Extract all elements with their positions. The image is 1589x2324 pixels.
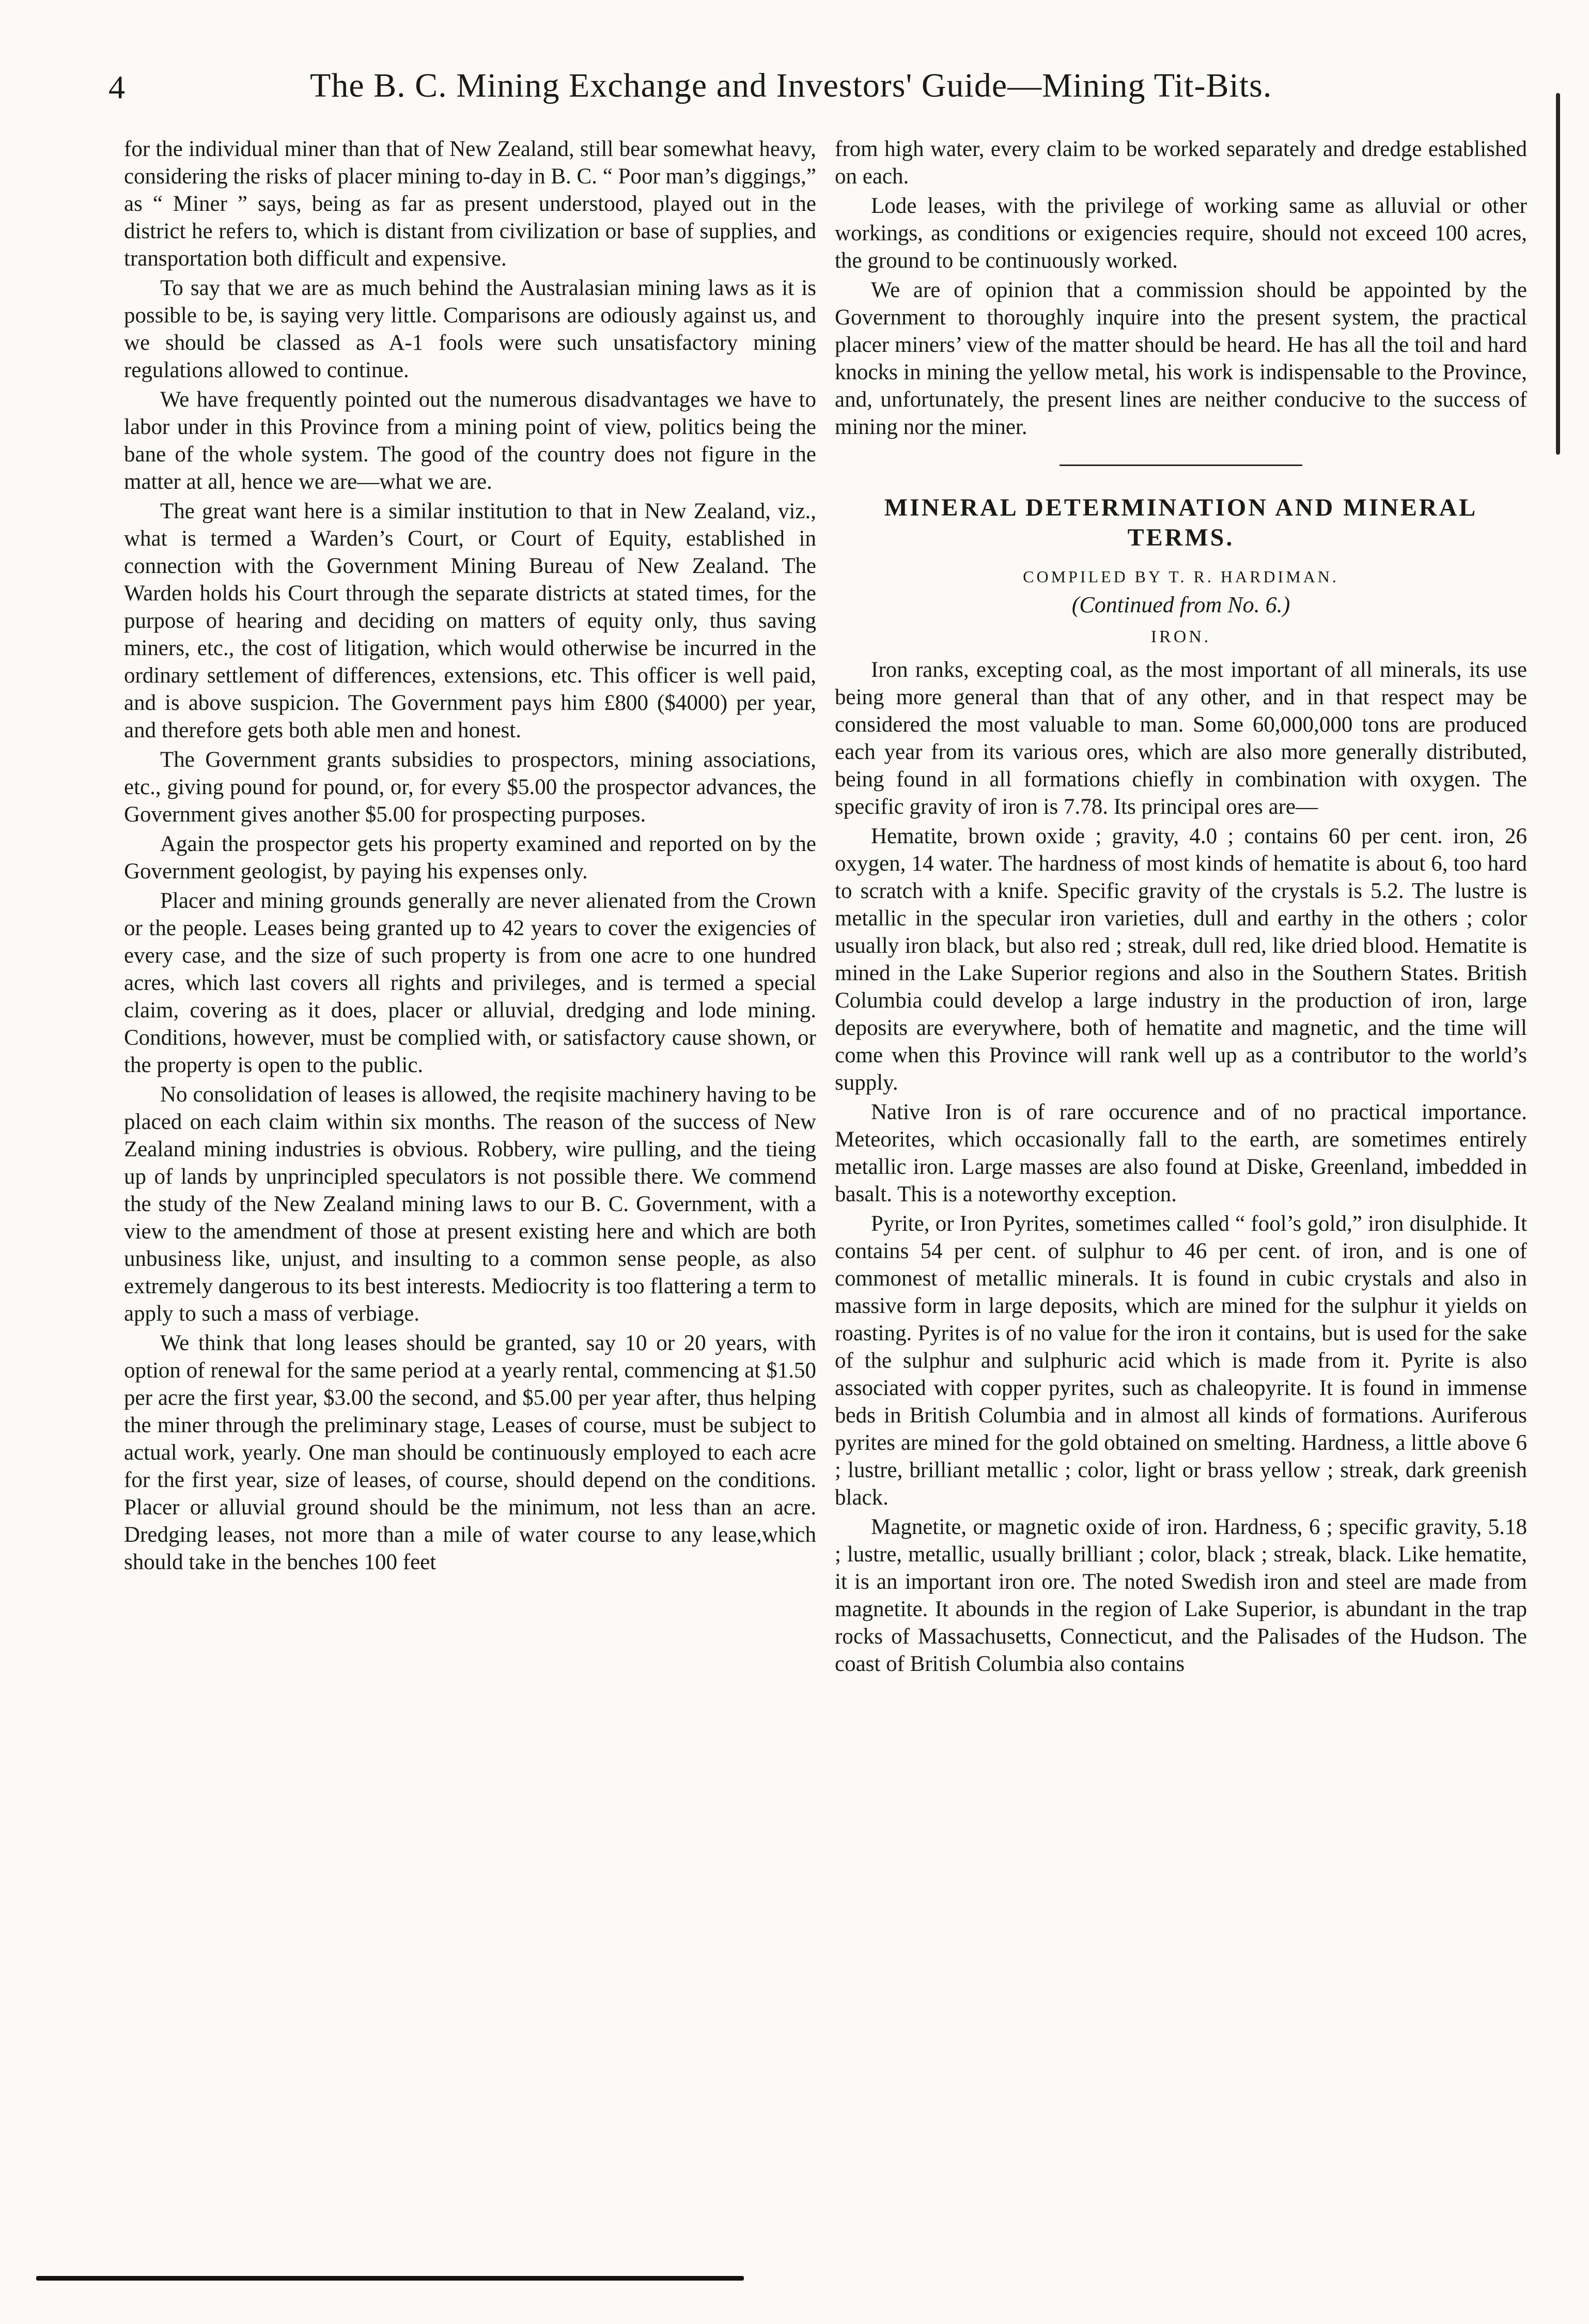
left-paragraph-2: To say that we are as much behind the Australasian mining laws as it is possible to be, is saying very little. Comparisons are odiously against us, and we should be classed as A-1 fools were such unsatisfactory mining regulations allowed to continue. xyxy=(124,276,816,382)
article-paragraph-4: Pyrite, or Iron Pyrites, sometimes called “ fool’s gold,” iron disulphide. It contains 54 per cent. of sulphur to 46 per cent. of iron, and is one of commonest of metallic minerals. It is found in cubic crystals and also in massive form in large deposits, which are mined for the sulphur it yields on roasting. Pyrites is of no value for the iron it contains, but is used for the sake of the sulphur and sulphuric acid which is made from it. Pyrite is also associated with copper pyrites, such as chaleopyrite. It is found in immense beds in British Columbia and in almost all kinds of formations. Auriferous pyrites are mined for the gold obtained on smelting. Hardness, a little above 6 ; lustre, brilliant metallic ; color, light or brass yellow ; streak, dark greenish black. xyxy=(835,1212,1527,1510)
iron-subheading: IRON. xyxy=(1150,627,1211,646)
right-paragraph-2: Lode leases, with the privilege of working same as alluvial or other workings, as conditions or exigencies require, should not exceed 100 acres, the ground to be continuously worked. xyxy=(835,194,1527,273)
continued-note: (Continued from No. 6.) xyxy=(1071,592,1290,617)
article-paragraph-5: Magnetite, or magnetic oxide of iron. Hardness, 6 ; specific gravity, 5.18 ; lustre, metallic, usually brilliant ; color, black ; streak, black. Like hematite, it is an important iron ore. The noted Swedish iron and steel are made from magnetite. It abounds in the region of Lake Superior, is abundant in the trap rocks of Massachusetts, Connecticut, and the Palisades of the Hudson. The coast of British Columbia also contains xyxy=(835,1515,1527,1676)
bottom-rule xyxy=(36,2276,744,2281)
page-edge-shadow xyxy=(1556,93,1560,455)
right-column xyxy=(835,135,1527,1680)
right-paragraph-1: from high water, every claim to be worked separately and dredge established on each. xyxy=(835,137,1527,189)
left-paragraph-5: The Government grants subsidies to prospectors, mining associations, etc., giving pound for pound, or, for every $5.00 the prospector advances, the Government gives another $5.00 for prospecting purposes. xyxy=(124,748,816,827)
left-paragraph-3: We have frequently pointed out the numerous disadvantages we have to labor under in this Province from a mining point of view, politics being the bane of the whole system. The good of the country does not figure in the matter at all, hence we are—what we are. xyxy=(124,388,816,494)
article-paragraph-1: Iron ranks, excepting coal, as the most important of all minerals, its use being more general than that of any other, and in that respect may be considered the most valuable to man. Some 60,000,000 tons are produced each year from its various ores, which are also more generally distributed, being found in all formations chiefly in combination with oxygen. The specific gravity of iron is 7.78. Its principal ores are— xyxy=(835,658,1527,819)
right-paragraph-3: We are of opinion that a commission should be appointed by the Government to thoroughly inquire into the present system, the practical placer miners’ view of the matter should be heard. He has all the toil and hard knocks in mining the yellow metal, his work is indispensable to the Province, and, unfortunately, the present lines are neither conducive to the success of mining nor the miner. xyxy=(835,278,1527,439)
article-paragraph-2: Hematite, brown oxide ; gravity, 4.0 ; contains 60 per cent. iron, 26 oxygen, 14 water. The hardness of most kinds of hematite is about 6, too hard to scratch with a knife. Specific gravity of the crystals is 5.2. The lustre is metallic in the specular iron varieties, dull and earthy in the others ; color usually iron black, but also red ; streak, dull red, like dried blood. Hematite is mined in the Lake Superior regions and also in the Southern States. British Columbia could develop a large industry in the production of iron, large deposits are everywhere, both of hematite and magnetic, and the time will come when this Province will rank well up as a contributor to the world’s supply. xyxy=(835,824,1527,1095)
article-paragraph-3: Native Iron is of rare occurence and of no practical importance. Meteorites, which occasionally fall to the earth, are sometimes entirely metallic iron. Large masses are also found at Diske, Greenland, imbedded in basalt. This is a noteworthy exception. xyxy=(835,1100,1527,1206)
left-paragraph-7: Placer and mining grounds generally are never alienated from the Crown or the people. Leases being granted up to 42 years to cover the exigencies of every case, and the size of such property is from one acre to one hundred acres, which last covers all rights and privileges, and is termed a special claim, covering as it does, placer or alluvial, dredging and lode mining. Conditions, however, must be complied with, or satisfactory cause shown, or the property is open to the public. xyxy=(124,889,816,1077)
left-paragraph-1: for the individual miner than that of New Zealand, still bear somewhat heavy, considering the risks of placer mining to-day in B. C. “ Poor man’s diggings,” as “ Miner ” says, being as far as present understood, played out in the district he refers to, which is distant from civilization or base of supplies, and transportation both difficult and expensive. xyxy=(124,137,816,271)
section-divider xyxy=(1060,464,1302,466)
page-number: 4 xyxy=(108,69,125,105)
left-column xyxy=(124,135,816,1578)
left-paragraph-8: No consolidation of leases is allowed, the reqisite machinery having to be placed on each claim within six months. The reason of the success of New Zealand mining industries is obvious. Robbery, wire pulling, and the tieing up of lands by unprincipled speculators is not possible there. We commend the study of the New Zealand mining laws to our B. C. Government, with a view to the amendment of those at present existing here and which are both unbusiness like, unjust, and insulting to a common sense people, as also extremely dangerous to its best interests. Mediocrity is too flattering a term to apply to such a mass of verbiage. xyxy=(124,1082,816,1326)
left-paragraph-4: The great want here is a similar institution to that in New Zealand, viz., what is termed a Warden’s Court, or Court of Equity, established in connection with the Government Mining Bureau of New Zealand. The Warden holds his Court through the separate districts at stated times, for the purpose of hearing and deciding on matters of equity only, thus saving miners, etc., the cost of litigation, which would otherwise be incurred in the ordinary settlement of differences, extensions, etc. This officer is well paid, and is above suspicion. The Government pays him £800 ($4000) per year, and therefore gets both able men and honest. xyxy=(124,499,816,742)
article-title: MINERAL DETERMINATION AND MINERAL TERMS. xyxy=(884,494,1478,551)
article-byline: COMPILED BY T. R. HARDIMAN. xyxy=(1023,567,1339,586)
page-header-title: The B. C. Mining Exchange and Investors' Guide—Mining Tit-Bits. xyxy=(310,67,1272,104)
left-paragraph-6: Again the prospector gets his property examined and reported on by the Government geologist, by paying his expenses only. xyxy=(124,832,816,884)
left-paragraph-9: We think that long leases should be granted, say 10 or 20 years, with option of renewal for the same period at a yearly rental, commencing at $1.50 per acre the first year, $3.00 the second, and $5.00 per year after, thus helping the miner through the preliminary stage, Leases of course, must be subject to actual work, yearly. One man should be continuously employed to each acre for the first year, size of leases, of course, should depend on the conditions. Placer or alluvial ground should be the minimum, not less than an acre. Dredging leases, not more than a mile of water course to any lease,which should take in the benches 100 feet xyxy=(124,1331,816,1574)
